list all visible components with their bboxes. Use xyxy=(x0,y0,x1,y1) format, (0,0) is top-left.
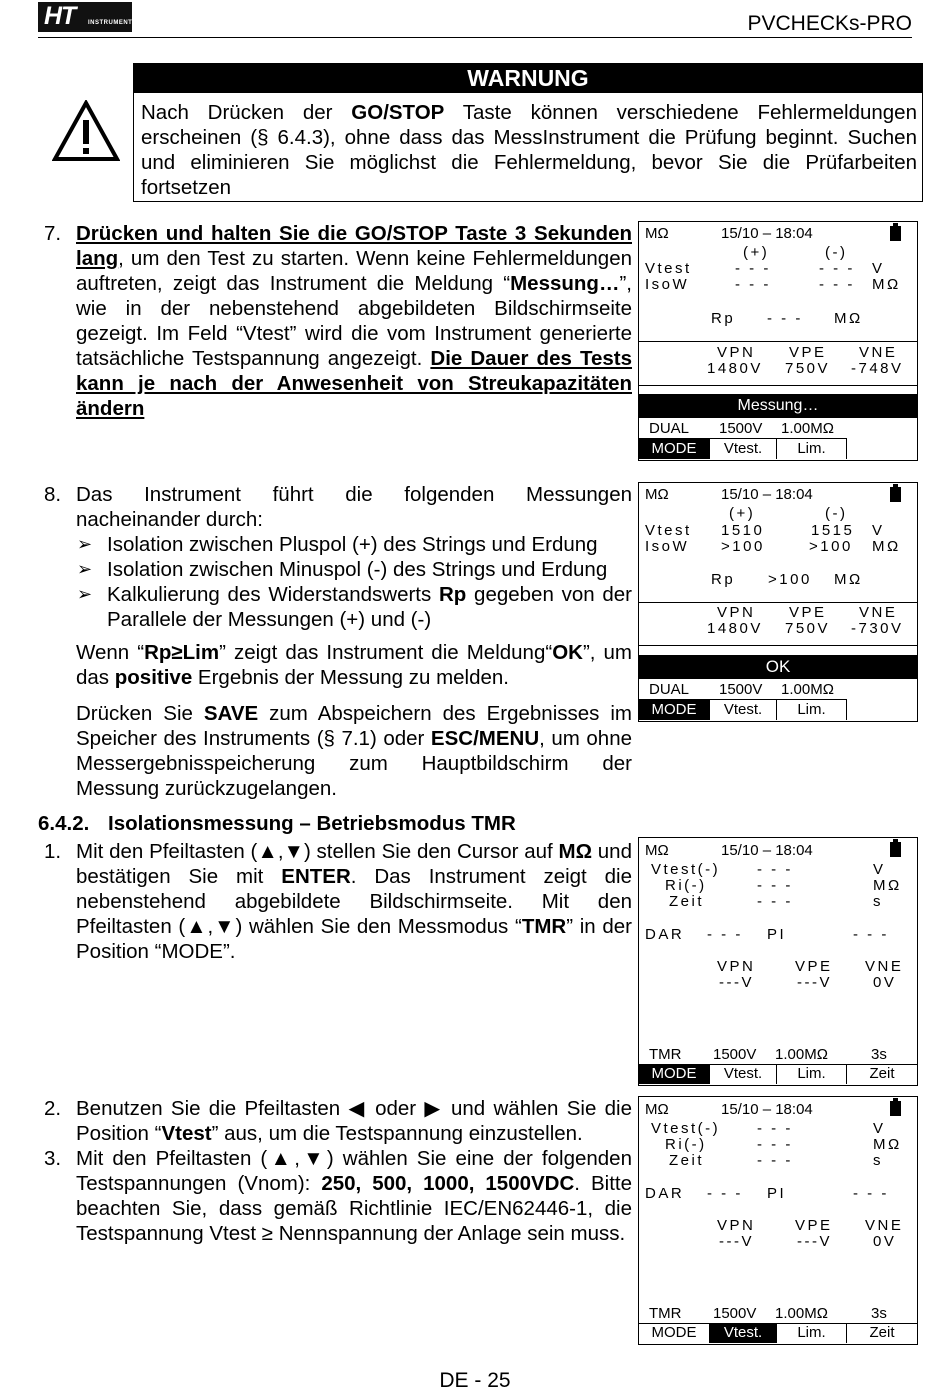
zeit-setting: 3s xyxy=(871,1305,887,1322)
vne-value: 0V xyxy=(873,974,897,991)
function-key-mode[interactable]: MODE xyxy=(639,699,710,720)
section-number: 6.4.2. xyxy=(38,812,90,835)
vtest-value: - - - xyxy=(757,861,793,878)
ri-label: Ri(-) xyxy=(665,1136,707,1153)
mode-value: DUAL xyxy=(649,681,690,698)
vtest-label: Vtest(-) xyxy=(651,1120,721,1137)
battery-icon xyxy=(890,487,901,502)
vne-label: VNE xyxy=(859,604,898,621)
pi-value: - - - xyxy=(853,926,889,943)
page-number: DE - 25 xyxy=(439,1369,511,1392)
zeit-unit: s xyxy=(873,1152,883,1169)
vne-value: -730V xyxy=(851,620,904,637)
zeit-setting: 3s xyxy=(871,1046,887,1063)
isow-unit: MΩ xyxy=(872,276,901,293)
vtest-setting: 1500V xyxy=(713,1305,757,1322)
vne-label: VNE xyxy=(859,344,898,361)
function-key-mode[interactable]: MODE xyxy=(639,438,710,459)
battery-icon xyxy=(890,226,901,241)
vpe-value: ---V xyxy=(797,974,832,991)
step-8-save-paragraph: Drücken Sie SAVE zum Abspeichern des Ergebnisses im Speicher des Instruments (§ 7.1) oder ESC/MENU, um ohne Messergebnisspeicherung zum Hauptbildschirm der Messung zurückzugelangen. xyxy=(76,702,633,800)
vtest-unit: V xyxy=(872,260,885,277)
vpn-value: 1480V xyxy=(707,360,763,377)
tmr-step-1-text: Mit den Pfeiltasten (▲,▼) stellen Sie den Cursor auf MΩ und bestätigen Sie mit ENTER. Das Instrument zeigt die nebenstehend abgebildete Bildschirmseite. Mit den Pfeiltasten (▲,▼) wählen Sie den Messmodus “TMR” in der Position “MODE”. xyxy=(76,840,632,963)
function-key-lim[interactable]: Lim. xyxy=(777,438,847,459)
tmr-step-1-number: 1. xyxy=(44,840,62,863)
vtest-unit: V xyxy=(873,1120,886,1137)
minus-header: (-) xyxy=(825,505,848,522)
zeit-label: Zeit xyxy=(669,893,705,910)
vtest-setting: 1500V xyxy=(713,1046,757,1063)
rp-unit: MΩ xyxy=(834,310,863,327)
function-key-lim[interactable]: Lim. xyxy=(777,1323,847,1343)
vpn-value: 1480V xyxy=(707,620,763,637)
isow-label: IsoW xyxy=(645,276,690,293)
ri-unit: MΩ xyxy=(873,877,902,894)
function-key-zeit[interactable]: Zeit xyxy=(869,1065,895,1082)
pi-label: PI xyxy=(767,926,787,943)
vtest-unit: V xyxy=(873,861,886,878)
screen-divider xyxy=(639,602,917,603)
vtest-minus-value: 1515 xyxy=(811,522,855,539)
step-8-bullet-3: Kalkulierung des Widerstandswerts Rp gegeben von der Parallele der Messungen (+) und (-) xyxy=(107,583,632,631)
screen-unit: MΩ xyxy=(645,486,669,503)
step-8-intro: Das Instrument führt die folgenden Messungen nacheinander durch: xyxy=(76,483,632,531)
screen-divider xyxy=(639,645,917,646)
rp-value: - - - xyxy=(767,310,803,327)
plus-header: (+) xyxy=(729,505,756,522)
isow-unit: MΩ xyxy=(872,538,901,555)
device-screen-tmr-vtest xyxy=(638,1096,918,1345)
step-8-number: 8. xyxy=(44,483,62,506)
step-8-bullet-2: Isolation zwischen Minuspol (-) des Strings und Erdung xyxy=(107,558,608,581)
ri-label: Ri(-) xyxy=(665,877,707,894)
status-message: OK xyxy=(639,655,917,679)
vpe-value: 750V xyxy=(785,360,831,377)
vtest-unit: V xyxy=(872,522,885,539)
vpe-label: VPE xyxy=(795,1217,833,1234)
limit-setting: 1.00MΩ xyxy=(781,681,834,698)
screen-unit: MΩ xyxy=(645,225,669,242)
section-heading: Isolationsmessung – Betriebsmodus TMR xyxy=(108,812,516,835)
vne-label: VNE xyxy=(865,1217,904,1234)
vtest-minus-value: - - - xyxy=(819,260,855,277)
document-title: PVCHECKs-PRO xyxy=(747,12,912,35)
vpn-label: VPN xyxy=(717,1217,756,1234)
ri-unit: MΩ xyxy=(873,1136,902,1153)
header-rule xyxy=(38,37,912,38)
vpn-value: ---V xyxy=(719,1233,754,1250)
battery-icon xyxy=(890,842,901,857)
battery-icon xyxy=(890,1101,901,1116)
rp-value: >100 xyxy=(768,571,812,588)
pi-value: - - - xyxy=(853,1185,889,1202)
mode-value: DUAL xyxy=(649,420,690,437)
warning-triangle-icon xyxy=(52,100,120,162)
device-screen-tmr-mode xyxy=(638,837,918,1086)
logo-subtext: INSTRUMENTS xyxy=(88,20,137,26)
zeit-value: - - - xyxy=(757,1152,793,1169)
step-8-ok-paragraph: Wenn “Rp≥Lim” zeigt das Instrument die Meldung“OK”, um das positive Ergebnis der Messung zu melden. xyxy=(76,641,632,689)
screen-datetime: 15/10 – 18:04 xyxy=(721,225,813,242)
limit-setting: 1.00MΩ xyxy=(775,1305,828,1322)
function-key-vtest[interactable]: Vtest. xyxy=(710,1323,777,1343)
vne-label: VNE xyxy=(865,958,904,975)
logo-text: HT xyxy=(44,2,76,30)
function-key-mode[interactable]: MODE xyxy=(639,1064,710,1084)
zeit-value: - - - xyxy=(757,893,793,910)
device-screen-dual-ok xyxy=(638,482,918,722)
tmr-step-2-text: Benutzen Sie die Pfeiltasten ◀ oder ▶ und wählen Sie die Position “Vtest” aus, um die Testspannung einzustellen. xyxy=(76,1097,632,1145)
vtest-plus-value: - - - xyxy=(735,260,771,277)
tmr-step-3-text: Mit den Pfeiltasten (▲,▼) wählen Sie eine der folgenden Testspannungen (Vnom): 250, 500, 1000, 1500VDC. Bitte beachten Sie, dass gemäß Richtlinie IEC/EN62446-1, die Testspannung Vtest ≥ Nennspannung der Anlage sein muss. xyxy=(76,1147,632,1245)
dar-value: - - - xyxy=(707,1185,743,1202)
rp-unit: MΩ xyxy=(834,571,863,588)
step-7-text: Drücken und halten Sie die GO/STOP Taste 3 Sekunden lang, um den Test zu starten. Wenn keine Fehlermeldungen auftreten, zeigt das Instrument die Meldung “Messung…”, wie in der nebenstehend abgebildeten Bildschirmseite gezeigt. Im Feld “Vtest” wird die vom Instrument generierte tatsächliche Testspannung angezeigt. Die Dauer des Tests kann je nach der Anwesenheit von Streukapazitäten ändern xyxy=(76,222,632,420)
vne-value: -748V xyxy=(851,360,904,377)
mode-value: TMR xyxy=(649,1046,682,1063)
vpn-label: VPN xyxy=(717,958,756,975)
vpn-label: VPN xyxy=(717,604,756,621)
function-key-lim[interactable]: Lim. xyxy=(777,699,847,720)
bullet-arrow-icon: ➢ xyxy=(77,559,93,579)
screen-unit: MΩ xyxy=(645,842,669,859)
rp-label: Rp xyxy=(711,571,736,588)
device-screen-dual-running xyxy=(638,221,918,461)
zeit-label: Zeit xyxy=(669,1152,705,1169)
pi-label: PI xyxy=(767,1185,787,1202)
zeit-unit: s xyxy=(873,893,883,910)
mode-value: TMR xyxy=(649,1305,682,1322)
screen-unit: MΩ xyxy=(645,1101,669,1118)
vpe-value: ---V xyxy=(797,1233,832,1250)
screen-datetime: 15/10 – 18:04 xyxy=(721,842,813,859)
isow-minus-value: - - - xyxy=(819,276,855,293)
isow-label: IsoW xyxy=(645,538,690,555)
function-key-vtest[interactable]: Vtest. xyxy=(710,1064,777,1084)
screen-datetime: 15/10 – 18:04 xyxy=(721,486,813,503)
bullet-arrow-icon: ➢ xyxy=(77,534,93,554)
status-message: Messung… xyxy=(639,394,917,418)
limit-setting: 1.00MΩ xyxy=(781,420,834,437)
vpe-label: VPE xyxy=(789,344,827,361)
dar-label: DAR xyxy=(645,1185,685,1202)
warning-title: WARNUNG xyxy=(133,63,923,93)
ri-value: - - - xyxy=(757,877,793,894)
vpe-label: VPE xyxy=(789,604,827,621)
minus-header: (-) xyxy=(825,244,848,261)
screen-divider xyxy=(639,341,917,342)
tmr-step-3-number: 3. xyxy=(44,1147,62,1170)
screen-divider xyxy=(639,385,917,386)
bullet-arrow-icon: ➢ xyxy=(77,584,93,604)
vne-value: 0V xyxy=(873,1233,897,1250)
screen-datetime: 15/10 – 18:04 xyxy=(721,1101,813,1118)
isow-minus-value: >100 xyxy=(809,538,853,555)
brand-logo xyxy=(38,2,137,32)
vpn-value: ---V xyxy=(719,974,754,991)
vpn-label: VPN xyxy=(717,344,756,361)
function-key-zeit[interactable]: Zeit xyxy=(869,1324,895,1341)
warning-text: Nach Drücken der GO/STOP Taste können verschiedene Fehlermeldungen erscheinen (§ 6.4.3), ohne dass das MessInstrument die Prüfung beginnt. Suchen und eliminieren Sie möglichst die Fehlermeldung, bevor Sie die Prüfarbeiten fortsetzen xyxy=(141,101,917,199)
rp-label: Rp xyxy=(711,310,736,327)
vtest-setting: 1500V xyxy=(719,681,763,698)
function-key-vtest[interactable]: Vtest. xyxy=(710,438,777,459)
dar-label: DAR xyxy=(645,926,685,943)
step-7-number: 7. xyxy=(44,222,62,245)
plus-header: (+) xyxy=(743,244,770,261)
vtest-label: Vtest xyxy=(645,522,692,539)
vtest-plus-value: 1510 xyxy=(721,522,765,539)
vpe-label: VPE xyxy=(795,958,833,975)
tmr-step-2-number: 2. xyxy=(44,1097,62,1120)
step-8-bullet-1: Isolation zwischen Pluspol (+) des Strings und Erdung xyxy=(107,533,598,556)
dar-value: - - - xyxy=(707,926,743,943)
vtest-setting: 1500V xyxy=(719,420,763,437)
function-key-mode[interactable]: MODE xyxy=(639,1323,710,1343)
vtest-value: - - - xyxy=(757,1120,793,1137)
function-key-vtest[interactable]: Vtest. xyxy=(710,699,777,720)
vpe-value: 750V xyxy=(785,620,831,637)
function-key-lim[interactable]: Lim. xyxy=(777,1064,847,1084)
ri-value: - - - xyxy=(757,1136,793,1153)
vtest-label: Vtest(-) xyxy=(651,861,721,878)
limit-setting: 1.00MΩ xyxy=(775,1046,828,1063)
vtest-label: Vtest xyxy=(645,260,692,277)
isow-plus-value: >100 xyxy=(721,538,765,555)
isow-plus-value: - - - xyxy=(735,276,771,293)
